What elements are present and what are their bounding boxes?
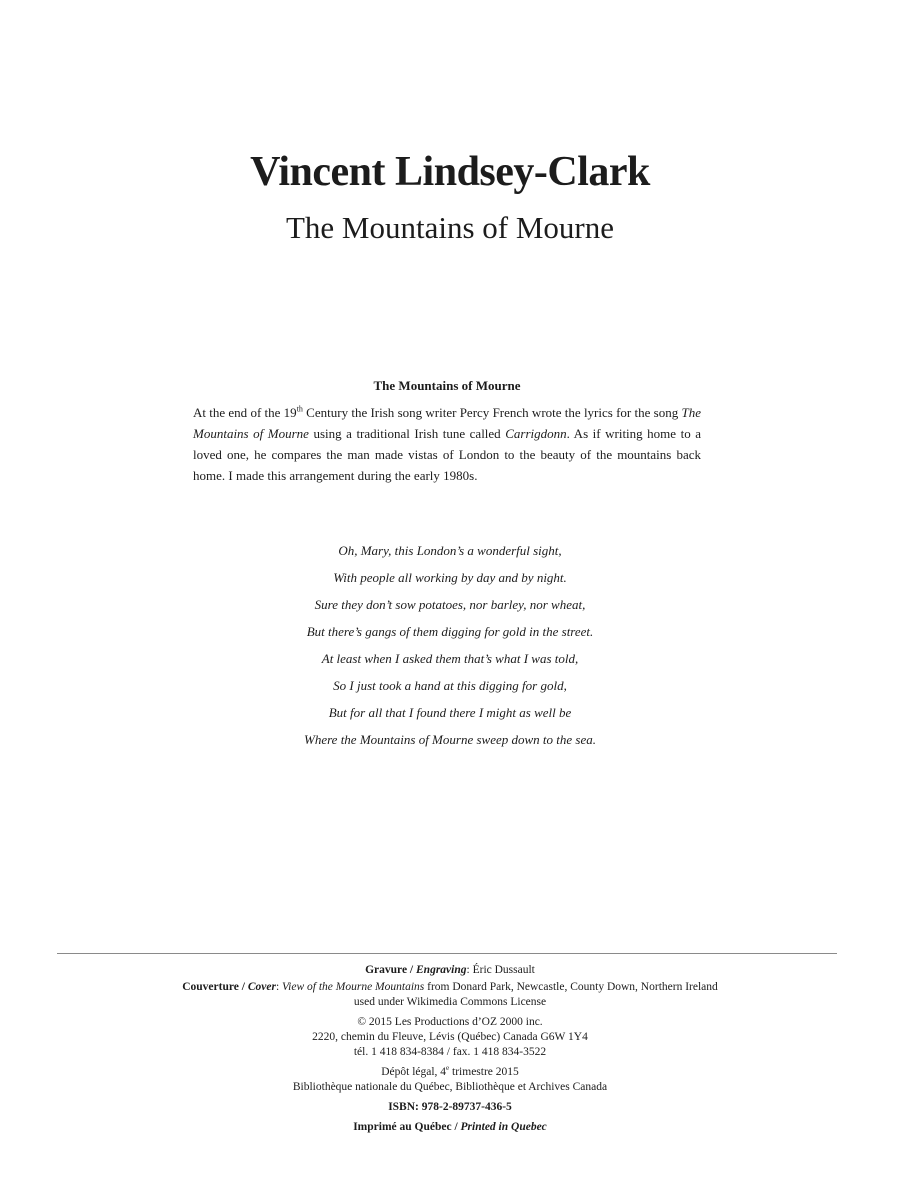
notes-heading: The Mountains of Mourne (373, 378, 521, 393)
verse-line: With people all working by day and by night. (333, 570, 567, 585)
engraver-name: : Éric Dussault (466, 964, 535, 976)
program-notes (193, 378, 701, 486)
cover-credit (0, 980, 900, 995)
cover-label-en: Cover (247, 981, 276, 993)
footer-divider (57, 953, 837, 954)
isbn (0, 1100, 900, 1115)
cover-label: Couverture / (182, 981, 248, 993)
cover-license: used under Wikimedia Commons License (353, 996, 547, 1008)
legal-deposit-prefix: Dépôt légal, 4 (381, 1066, 447, 1078)
publisher-address: 2220, chemin du Fleuve, Lévis (Québec) Canada G6W 1Y4 (312, 1031, 588, 1043)
notes-text-4: . As if writing home to a loved one, he compares the man made vistas of London to the beauty of the mountains back home. I made this arrangement during the early 1980s. (193, 426, 701, 483)
engraving-label: Gravure / (365, 964, 417, 976)
legal-deposit-sup: e (446, 1064, 450, 1073)
printed-en: Printed in Quebec (460, 1121, 547, 1133)
cover-image-location: from Donard Park, Newcastle, County Down, Northern Ireland (424, 981, 718, 993)
notes-text-1: At the end of the 19 (193, 405, 297, 420)
publisher-phone: tél. 1 418 834-8384 / fax. 1 418 834-3522 (353, 1046, 547, 1058)
ordinal-suffix: th (296, 404, 303, 414)
verse-line: But there’s gangs of them digging for gold in the street. (306, 624, 594, 639)
libraries-line: Bibliothèque nationale du Québec, Bibliothèque et Archives Canada (292, 1081, 608, 1093)
notes-paragraph (193, 402, 701, 486)
cover-image-title: View of the Mourne Mountains (282, 981, 425, 993)
engraving-label-en: Engraving (416, 964, 467, 976)
verse-line: Sure they don’t sow potatoes, nor barley, nor wheat, (314, 597, 586, 612)
printed-in (0, 1120, 900, 1135)
work-title: The Mountains of Mourne (285, 210, 615, 245)
colophon (0, 963, 900, 1135)
cover-separator: : (275, 981, 283, 993)
verse-line: At least when I asked them that’s what I was told, (321, 651, 579, 666)
verse-line: But for all that I found there I might as well be (328, 705, 572, 720)
engraving-credit (0, 963, 900, 978)
verse-line: So I just took a hand at this digging for gold, (333, 678, 567, 693)
printed-fr: Imprimé au Québec / (353, 1121, 461, 1133)
notes-text-3: using a traditional Irish tune called (308, 426, 506, 441)
tune-name: Carrigdonn (505, 426, 567, 441)
song-title: The Mountains of Mourne (193, 405, 701, 441)
notes-text-2: Century the Irish song writer Percy French wrote the lyrics for the song (302, 405, 682, 420)
isbn-value: ISBN: 978-2-89737-436-5 (388, 1101, 512, 1113)
composer-name: Vincent Lindsey-Clark (250, 149, 650, 195)
verse-line: Where the Mountains of Mourne sweep down to the sea. (304, 732, 596, 747)
legal-deposit-suffix: trimestre 2015 (449, 1066, 519, 1078)
copyright-line: © 2015 Les Productions d’OZ 2000 inc. (357, 1016, 543, 1028)
verse-line: Oh, Mary, this London’s a wonderful sight, (338, 543, 562, 558)
lyrics-verse (0, 542, 900, 758)
legal-deposit (0, 1065, 900, 1080)
